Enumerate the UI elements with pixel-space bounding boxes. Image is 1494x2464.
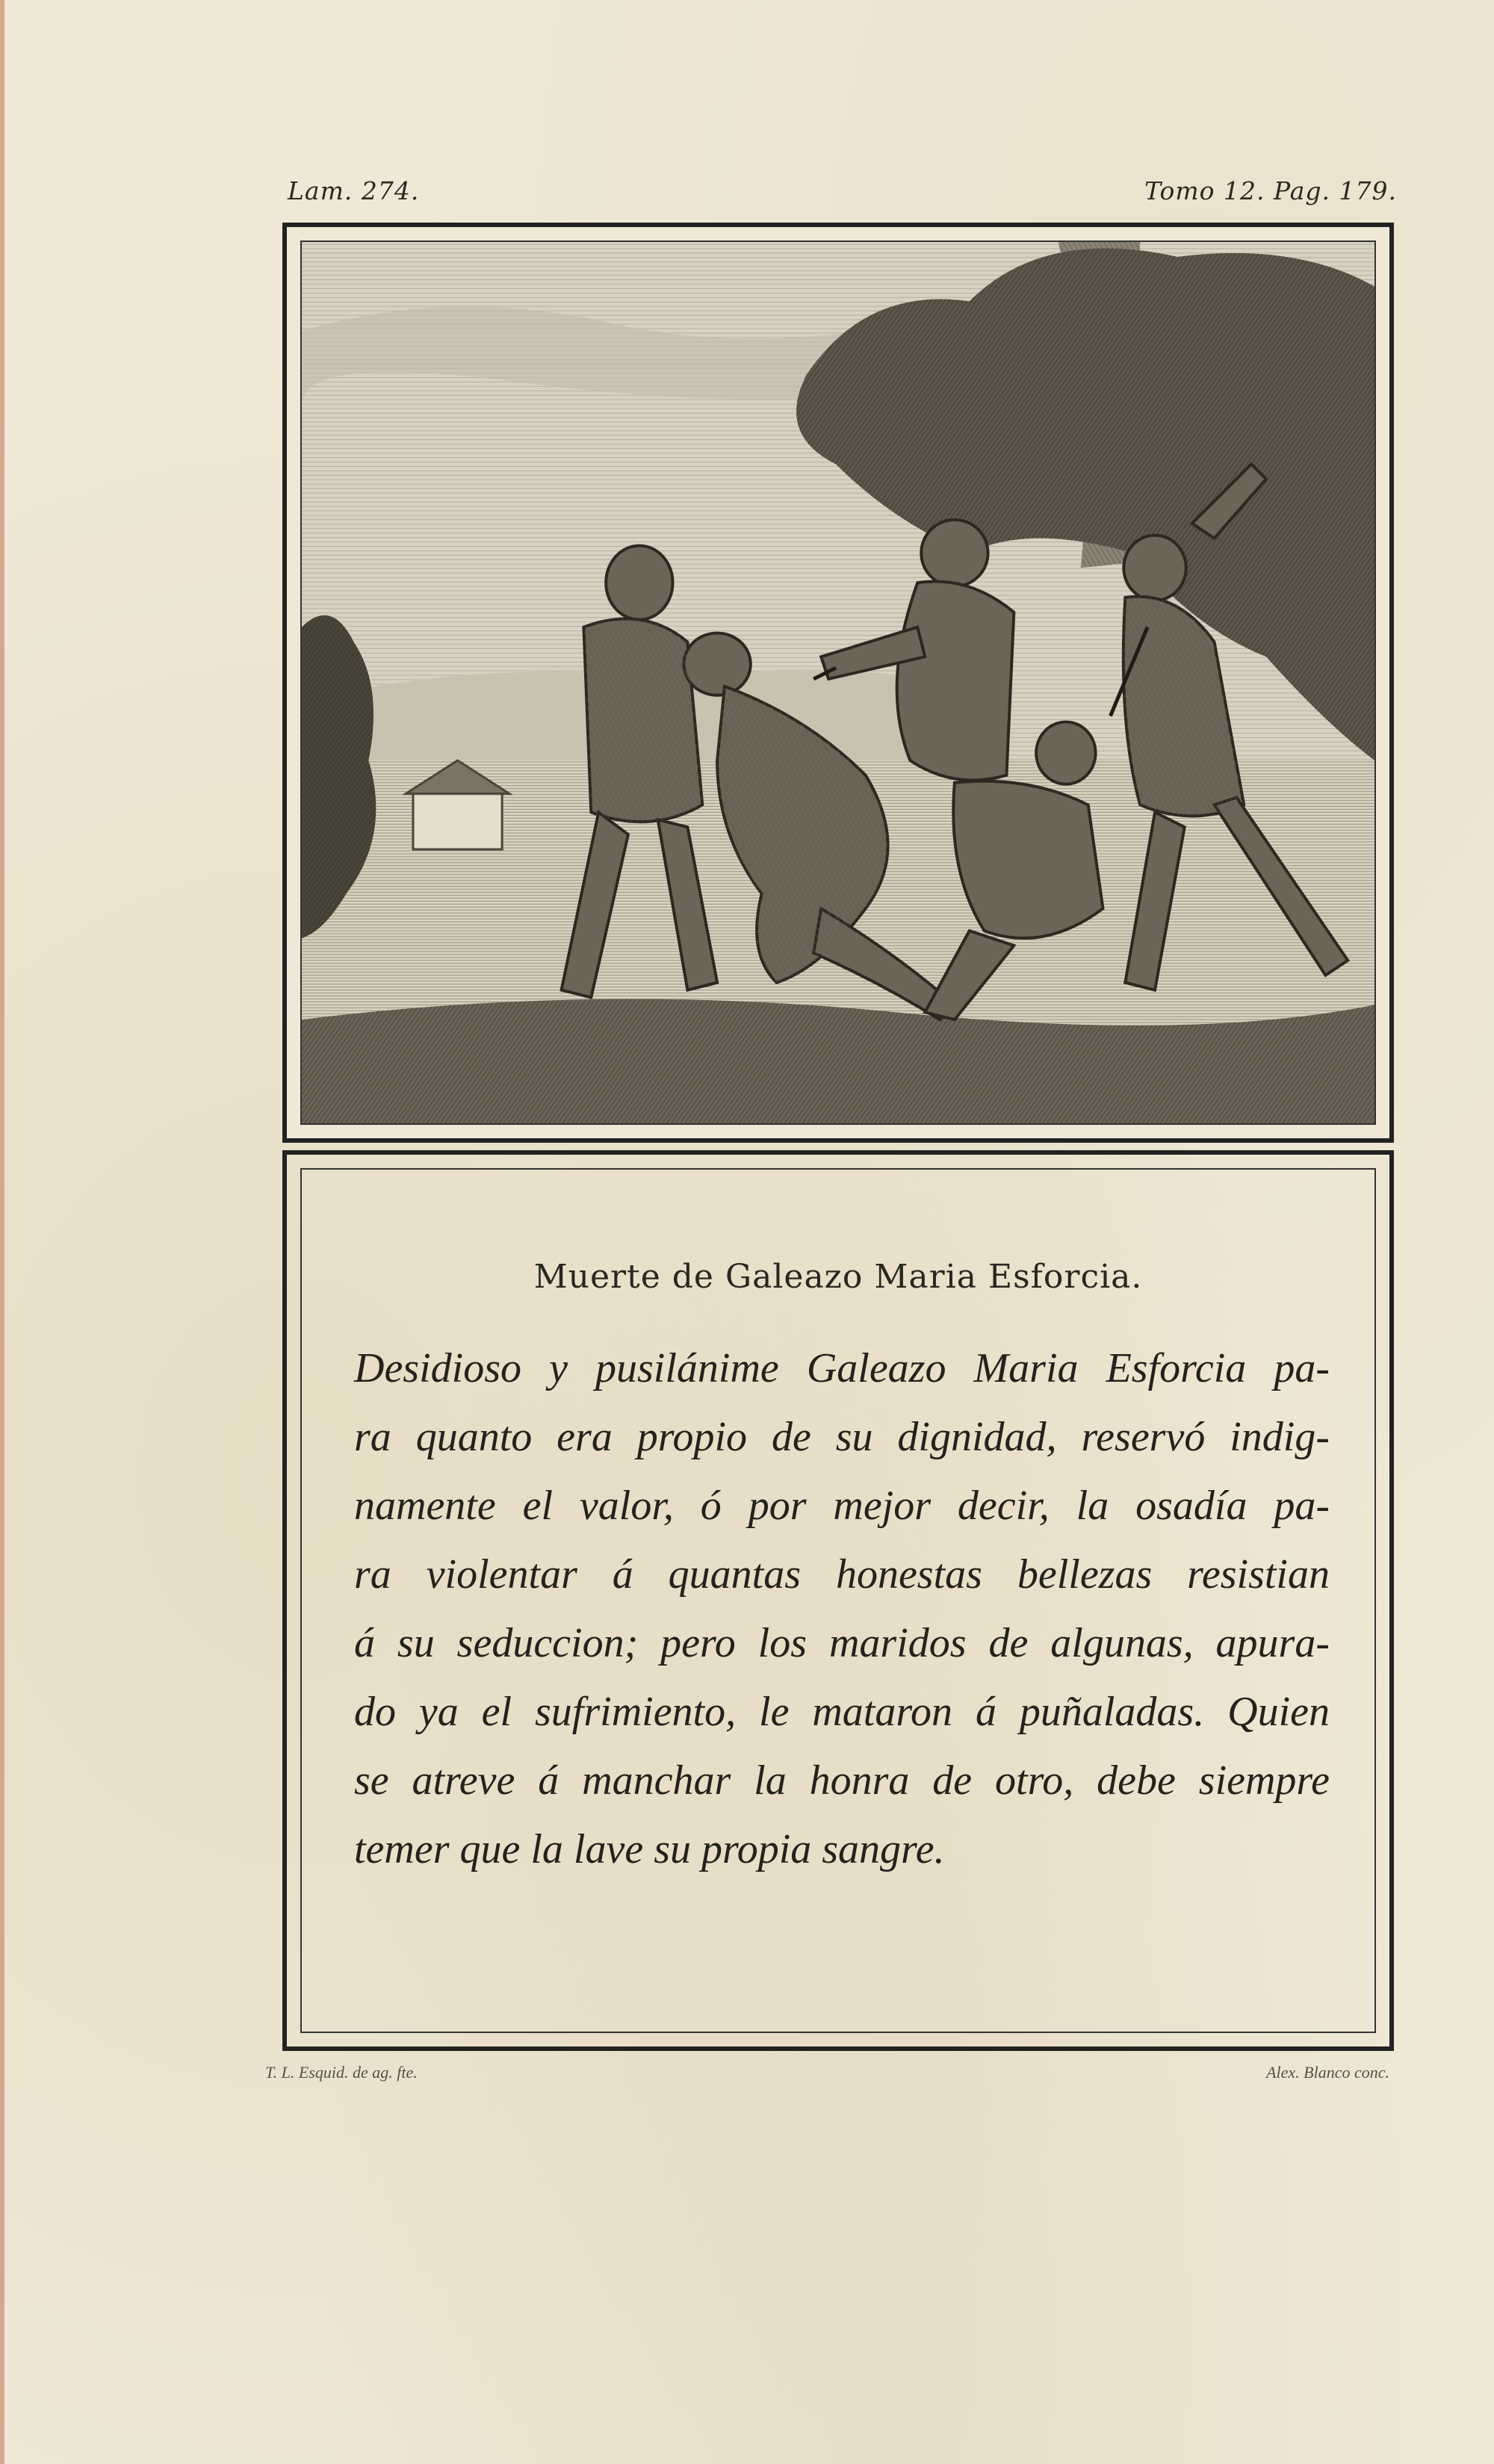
volume-reference: Tomo 12. Pag. 179. [1144,176,1397,205]
engraving-scene-image [302,242,1374,1123]
caption-line: ra violentar á quantas honestas bellezas resistian [354,1551,1330,1598]
page-edge [0,0,4,2464]
artist-credit: Alex. Blanco conc. [1266,2063,1389,2082]
caption-line: do ya el sufrimiento, le mataron á puñaladas. Quien [354,1689,1330,1735]
caption-line: Desidioso y pusilánime Galeazo Maria Esforcia pa- [354,1345,1330,1391]
plate-number: Lam. 274. [288,176,420,205]
caption-line: se atreve á manchar la honra de otro, debe siempre [354,1757,1330,1804]
caption-line: temer que la lave su propia sangre. [354,1826,945,1872]
caption-body [354,1334,1330,1884]
caption-title: Muerte de Galeazo Maria Esforcia. [533,1258,1143,1296]
caption-inner-border [300,1168,1376,2033]
engraving-illustration [300,240,1376,1125]
caption-line: á su seduccion; pero los maridos de algunas, apura- [354,1620,1330,1666]
engraver-credit: T. L. Esquid. de ag. fte. [265,2063,418,2082]
illustration-frame [282,223,1394,1143]
caption-frame [282,1150,1394,2051]
caption-line: ra quanto era propio de su dignidad, reservó indig- [354,1414,1330,1460]
caption-line: namente el valor, ó por mejor decir, la osadía pa- [354,1483,1330,1529]
